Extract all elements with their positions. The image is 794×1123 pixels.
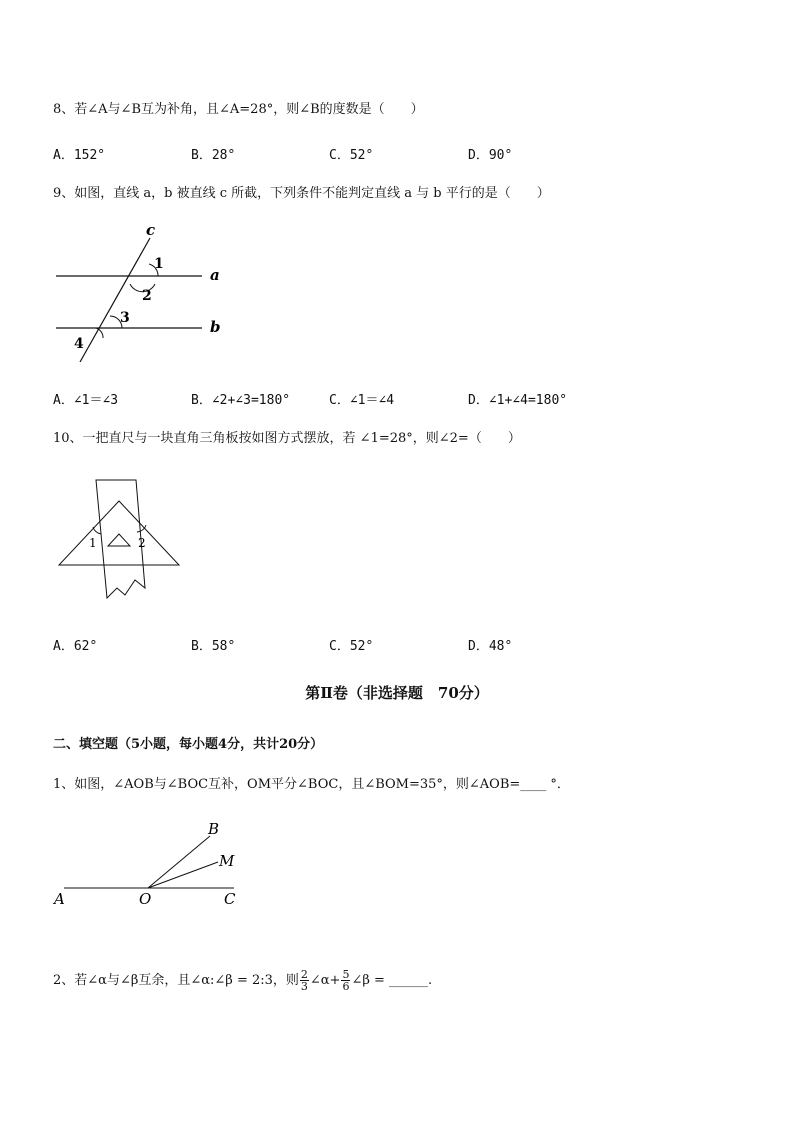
fraction-two-thirds — [300, 969, 309, 992]
q10-figure — [55, 476, 185, 606]
frac1-numerator: 2 — [300, 968, 308, 981]
triangle-board — [59, 501, 179, 565]
label-b: b — [210, 318, 221, 336]
q9-option-d[interactable]: D．∠1+∠4=180° — [468, 393, 568, 408]
part2-heading: 第Ⅱ卷（非选择题 70分） — [305, 684, 489, 702]
q9-option-a[interactable]: A．∠1＝∠3 — [53, 393, 119, 408]
q8-option-a[interactable]: A．152° — [53, 148, 106, 163]
frac2-denominator: 6 — [342, 980, 350, 993]
triangle-hole — [108, 534, 130, 546]
frac2-numerator: 5 — [342, 968, 350, 981]
label-A: A — [54, 890, 65, 908]
label-1: 1 — [89, 536, 97, 550]
q9-figure — [50, 220, 240, 370]
f2-suffix: ∠β = ______. — [351, 973, 433, 988]
line-c — [80, 238, 150, 362]
label-3: 3 — [120, 310, 130, 326]
label-2: 2 — [138, 536, 146, 550]
label-B: B — [208, 820, 220, 838]
section2-heading: 二、填空题（5小题，每小题4分，共计20分） — [53, 737, 324, 752]
label-c: c — [146, 221, 156, 239]
ray-om — [148, 862, 218, 888]
label-M: M — [219, 852, 235, 870]
angle-2-arc — [137, 525, 146, 532]
ray-ob — [148, 836, 210, 888]
frac1-denominator: 3 — [300, 980, 308, 993]
q8-text: 8、若∠A与∠B互为补角，且∠A=28°，则∠B的度数是（ ） — [53, 102, 424, 117]
f2-prefix: 2、若∠α与∠β互余，且∠α:∠β = 2:3，则 — [53, 973, 299, 988]
f2-text — [53, 968, 432, 994]
q8-option-c[interactable]: C．52° — [329, 148, 374, 163]
q10-option-a[interactable]: A．62° — [53, 639, 98, 654]
q8-option-b[interactable]: B．28° — [191, 148, 236, 163]
q10-option-c[interactable]: C．52° — [329, 639, 374, 654]
label-4: 4 — [74, 336, 84, 352]
q10-option-d[interactable]: D．48° — [468, 639, 513, 654]
label-2: 2 — [142, 288, 152, 304]
q9-text: 9、如图，直线 a，b 被直线 c 所截，下列条件不能判定直线 a 与 b 平行的是（ ） — [53, 186, 550, 201]
label-1: 1 — [154, 256, 164, 272]
q8-option-d[interactable]: D．90° — [468, 148, 513, 163]
q9-option-c[interactable]: C．∠1＝∠4 — [329, 393, 395, 408]
fraction-five-sixths — [341, 969, 350, 992]
q9-option-b[interactable]: B．∠2+∠3=180° — [191, 393, 291, 408]
q10-text: 10、一把直尺与一块直角三角板按如图方式摆放，若 ∠1=28°，则∠2=（ ） — [53, 431, 521, 446]
label-C: C — [224, 890, 236, 908]
f1-figure — [52, 816, 252, 911]
label-O: O — [139, 890, 152, 908]
f1-text: 1、如图，∠AOB与∠BOC互补，OM平分∠BOC，且∠BOM=35°，则∠AOB=____ °． — [53, 777, 570, 792]
q10-option-b[interactable]: B．58° — [191, 639, 236, 654]
f2-mid: ∠α+ — [309, 973, 341, 988]
label-a: a — [210, 266, 220, 284]
